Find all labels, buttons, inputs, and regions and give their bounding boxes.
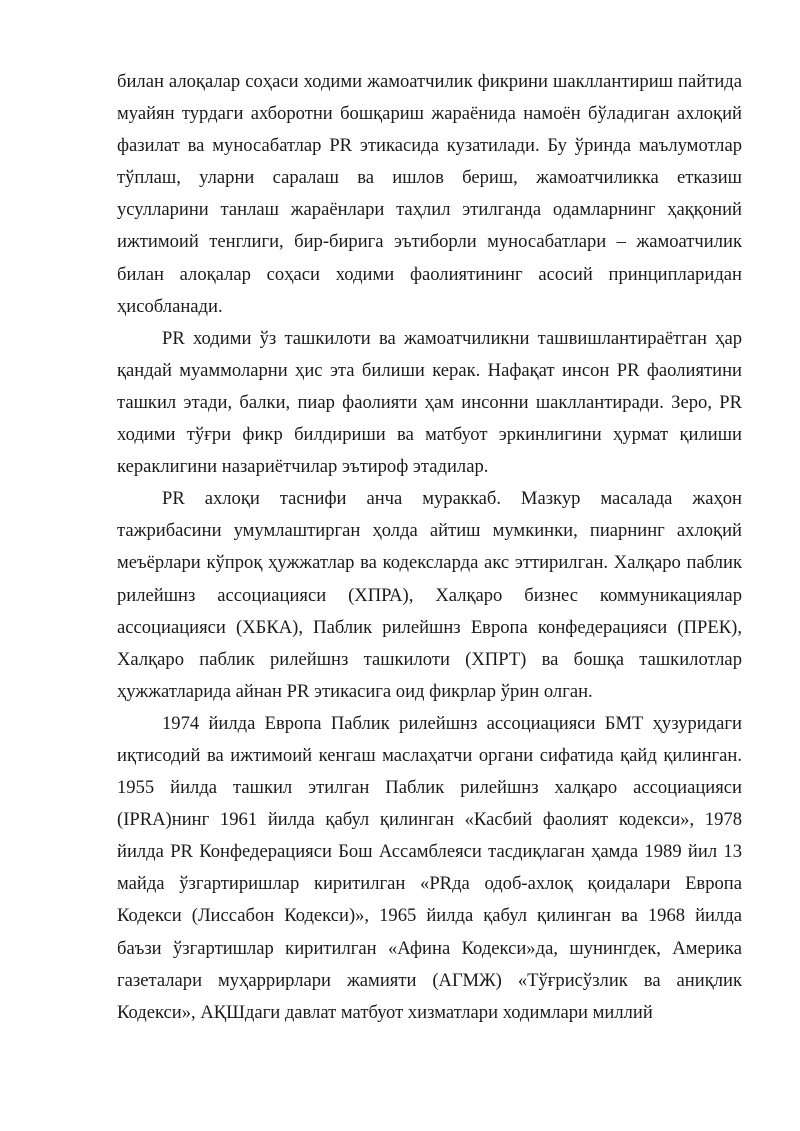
paragraph-4: 1974 йилда Европа Паблик рилейшнз ассоциацияси БМТ ҳузуридаги иқтисодий ва ижтимоий кенгаш маслаҳатчи органи сифатида қайд қилинган. 1955 йилда ташкил этилган Паблик рилейшнз халқаро ассоциацияси (IPRA)нинг 1961 йилда қабул қилинган «Касбий фаолият кодекси», 1978 йилда PR Конфедерацияси Бош Ассамблеяси тасдиқлаган ҳамда 1989 йил 13 майда ўзгартиришлар киритилган «PRда одоб-ахлоқ қоидалари Европа Кодекси (Лиссабон Кодекси)», 1965 йилда қабул қилинган ва 1968 йилда баъзи ўзгартишлар киритилган «Афина Кодекси»да, шунингдек, Америка газеталари муҳаррирлари жамияти (АГМЖ) «Тўғрисўзлик ва аниқлик Кодекси», АҚШдаги давлат матбуот хизматлари ходимлари миллий — [117, 712, 742, 1023]
paragraph-3: PR ахлоқи таснифи анча мураккаб. Мазкур масалада жаҳон тажрибасини умумлаштирган ҳолда айтиш мумкинки, пиарнинг ахлоқий меъёрлари кўпроқ ҳужжатлар ва кодексларда акс эттирилган. Халқаро паблик рилейшнз ассоциацияси (ХПРА), Халқаро бизнес коммуникациялар ассоциацияси (ХБКА), Паблик рилейшнз Европа конфедерацияси (ПРЕК), Халқаро паблик рилейшнз ташкилоти (ХПРТ) ва бошқа ташкилотлар ҳужжатларида айнан PR этикасига оид фикрлар ўрин олган. — [117, 488, 742, 702]
paragraph-2: PR ходими ўз ташкилоти ва жамоатчиликни ташвишлантираётган ҳар қандай муаммоларни ҳис эта билиши керак. Нафақат инсон PR фаолиятини ташкил этади, балки, пиар фаолияти ҳам инсонни шакллантиради. Зеро, PR ходими тўғри фикр билдириши ва матбуот эркинлигини ҳурмат қилиши кераклигини назариётчилар эътироф этадилар. — [117, 327, 742, 478]
paragraph-1: билан алоқалар соҳаси ходими жамоатчилик фикрини шакллантириш пайтида муайян турдаги ахборотни бошқариш жараёнида намоён бўладиган ахлоқий фазилат ва муносабатлар PR этикасида кузатилади. Бу ўринда маълумотлар тўплаш, уларни саралаш ва ишлов бериш, жамоатчиликка етказиш усулларини танлаш жараёнлари таҳлил этилганда одамларнинг ҳаққоний ижтимоий тенглиги, бир-бирига эътиборли муносабатлари – жамоатчилик билан алоқалар соҳаси ходими фаолиятининг асосий принципларидан ҳисобланади. — [117, 71, 742, 317]
document-page — [117, 66, 742, 1029]
